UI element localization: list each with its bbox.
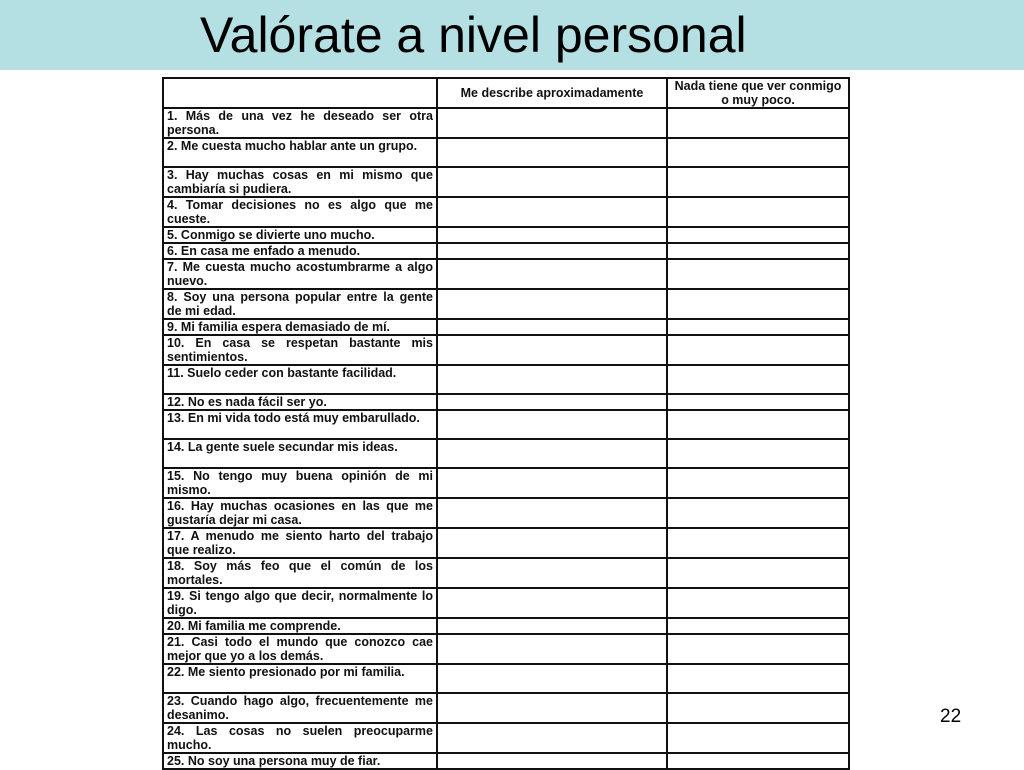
item-number: 15. [167,469,185,483]
item-statement: En casa me enfado a menudo. [180,244,361,258]
answer-cell-describes-me[interactable] [437,138,667,167]
answer-cell-describes-me[interactable] [437,259,667,289]
table-row [163,723,849,753]
statement-cell [163,335,437,365]
table-row [163,108,849,138]
item-statement: Suelo ceder con bastante facilidad. [187,366,397,380]
item-number: 6. [167,244,178,258]
page-number: 22 [940,706,962,727]
table-row [163,753,849,769]
answer-cell-describes-me[interactable] [437,410,667,439]
statement-cell [163,108,437,138]
answer-cell-not-me[interactable] [667,394,849,410]
item-number: 20. [167,619,185,633]
statement-cell [163,558,437,588]
table-row [163,618,849,634]
item-number: 2. [167,139,178,153]
table-row [163,335,849,365]
answer-cell-describes-me[interactable] [437,664,667,693]
answer-cell-not-me[interactable] [667,693,849,723]
table-row [163,664,849,693]
item-statement: Hay muchas ocasiones en las que me gustaría dejar mi casa. [167,499,433,527]
statement-cell [163,664,437,693]
item-statement: Más de una vez he deseado ser otra persona. [167,109,433,137]
answer-cell-not-me[interactable] [667,243,849,259]
item-statement: Mi familia espera demasiado de mí. [180,320,391,334]
statement-cell [163,468,437,498]
column-header-not-me: Nada tiene que ver conmigo o muy poco. [667,78,849,108]
item-number: 7. [167,260,178,274]
item-statement: Conmigo se divierte uno mucho. [180,228,375,242]
item-number: 16. [167,499,185,513]
answer-cell-not-me[interactable] [667,167,849,197]
item-number: 24. [167,724,185,738]
answer-cell-describes-me[interactable] [437,558,667,588]
item-statement: Hay muchas cosas en mi mismo que cambiaría si pudiera. [167,168,433,196]
answer-cell-describes-me[interactable] [437,197,667,227]
item-statement: Las cosas no suelen preocuparme mucho. [167,724,433,752]
answer-cell-not-me[interactable] [667,723,849,753]
answer-cell-describes-me[interactable] [437,618,667,634]
item-statement: A menudo me siento harto del trabajo que realizo. [167,529,434,557]
answer-cell-describes-me[interactable] [437,588,667,618]
answer-cell-not-me[interactable] [667,588,849,618]
item-statement: No tengo muy buena opinión de mi mismo. [167,469,433,497]
table-row [163,138,849,167]
statement-cell [163,693,437,723]
answer-cell-not-me[interactable] [667,528,849,558]
column-header-statement [163,78,437,108]
item-number: 18. [167,559,185,573]
item-number: 10. [167,336,185,350]
table-row [163,243,849,259]
statement-cell [163,439,437,468]
statement-cell [163,243,437,259]
table-row [163,498,849,528]
statement-cell [163,365,437,394]
item-number: 3. [167,168,178,182]
answer-cell-describes-me[interactable] [437,468,667,498]
item-number: 23. [167,694,185,708]
answer-cell-describes-me[interactable] [437,243,667,259]
table-row [163,394,849,410]
answer-cell-describes-me[interactable] [437,498,667,528]
answer-cell-not-me[interactable] [667,753,849,769]
statement-cell [163,138,437,167]
item-statement: La gente suele secundar mis ideas. [187,440,398,454]
item-statement: Me cuesta mucho hablar ante un grupo. [180,139,418,153]
statement-cell [163,227,437,243]
table-row [163,167,849,197]
column-header-describes-me: Me describe aproximadamente [437,78,667,108]
item-statement: Tomar decisiones no es algo que me cueste. [167,198,433,226]
table-row [163,319,849,335]
item-number: 17. [167,529,185,543]
table-header-row [163,78,849,108]
item-number: 9. [167,320,178,334]
table-row [163,410,849,439]
table-row [163,365,849,394]
table-row [163,588,849,618]
table-row [163,528,849,558]
statement-cell [163,394,437,410]
answer-cell-not-me[interactable] [667,439,849,468]
statement-cell [163,723,437,753]
table-row [163,468,849,498]
slide-title: Valórate a nivel personal [200,7,747,63]
answer-cell-not-me[interactable] [667,664,849,693]
item-number: 21. [167,635,185,649]
item-statement: Si tengo algo que decir, normalmente lo digo. [167,589,433,617]
answer-cell-not-me[interactable] [667,227,849,243]
answer-cell-not-me[interactable] [667,634,849,664]
answer-cell-not-me[interactable] [667,618,849,634]
answer-cell-describes-me[interactable] [437,227,667,243]
statement-cell [163,289,437,319]
item-statement: Casi todo el mundo que conozco cae mejor que yo a los demás. [167,635,433,663]
answer-cell-describes-me[interactable] [437,167,667,197]
answer-cell-not-me[interactable] [667,259,849,289]
statement-cell [163,197,437,227]
item-statement: En casa se respetan bastante mis sentimientos. [167,336,433,364]
table-row [163,227,849,243]
item-statement: Soy una persona popular entre la gente de mi edad. [167,290,433,318]
answer-cell-describes-me[interactable] [437,335,667,365]
statement-cell [163,753,437,769]
item-number: 5. [167,228,178,242]
item-number: 13. [167,411,185,425]
answer-cell-describes-me[interactable] [437,439,667,468]
item-number: 12. [167,395,185,409]
answer-cell-describes-me[interactable] [437,394,667,410]
answer-cell-not-me[interactable] [667,365,849,394]
answer-cell-not-me[interactable] [667,498,849,528]
item-number: 8. [167,290,178,304]
statement-cell [163,618,437,634]
answer-cell-describes-me[interactable] [437,319,667,335]
answer-cell-not-me[interactable] [667,558,849,588]
table-body [163,108,849,769]
answer-cell-not-me[interactable] [667,319,849,335]
answer-cell-describes-me[interactable] [437,753,667,769]
table-row [163,693,849,723]
statement-cell [163,634,437,664]
item-statement: Mi familia me comprende. [187,619,341,633]
answer-cell-not-me[interactable] [667,468,849,498]
answer-cell-not-me[interactable] [667,108,849,138]
answer-cell-describes-me[interactable] [437,693,667,723]
statement-cell [163,588,437,618]
item-statement: Me siento presionado por mi familia. [187,665,405,679]
statement-cell [163,528,437,558]
answer-cell-describes-me[interactable] [437,634,667,664]
answer-cell-describes-me[interactable] [437,289,667,319]
table-row [163,289,849,319]
table-row [163,558,849,588]
item-number: 25. [167,754,185,768]
item-number: 4. [167,198,178,212]
table-row [163,439,849,468]
table-row [163,197,849,227]
answer-cell-describes-me[interactable] [437,365,667,394]
item-statement: No soy una persona muy de fiar. [187,754,381,768]
self-assessment-table [162,77,850,770]
statement-cell [163,498,437,528]
title-bar [0,0,1024,70]
answer-cell-not-me[interactable] [667,197,849,227]
answer-cell-describes-me[interactable] [437,528,667,558]
item-statement: Me cuesta mucho acostumbrarme a algo nuevo. [167,260,433,288]
answer-cell-not-me[interactable] [667,289,849,319]
item-statement: Cuando hago algo, frecuentemente me desanimo. [167,694,433,722]
item-number: 22. [167,665,185,679]
answer-cell-not-me[interactable] [667,335,849,365]
item-statement: En mi vida todo está muy embarullado. [187,411,420,425]
statement-cell [163,167,437,197]
answer-cell-not-me[interactable] [667,410,849,439]
item-number: 14. [167,440,185,454]
answer-cell-describes-me[interactable] [437,723,667,753]
item-number: 1. [167,109,178,123]
statement-cell [163,410,437,439]
item-number: 19. [167,589,185,603]
table-row [163,259,849,289]
answer-cell-not-me[interactable] [667,138,849,167]
statement-cell [163,259,437,289]
answer-cell-describes-me[interactable] [437,108,667,138]
item-statement: Soy más feo que el común de los mortales. [167,559,433,587]
item-statement: No es nada fácil ser yo. [187,395,327,409]
item-number: 11. [167,366,184,380]
statement-cell [163,319,437,335]
table-row [163,634,849,664]
